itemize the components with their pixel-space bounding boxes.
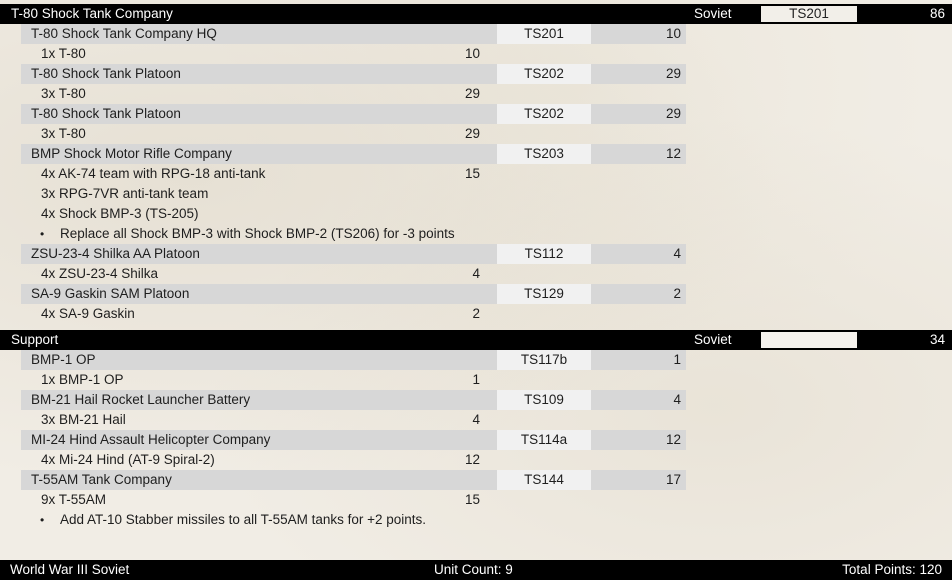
footer-list-name: World War III Soviet bbox=[10, 562, 130, 577]
option-bullet-row bbox=[0, 224, 952, 244]
section-header-t80-shock-tank-company[interactable] bbox=[0, 4, 952, 24]
unit-points: 4 bbox=[591, 244, 686, 264]
section-header-support[interactable] bbox=[0, 330, 952, 350]
detail-value: 2 bbox=[472, 306, 480, 321]
unit-points: 10 bbox=[591, 24, 686, 44]
section-code bbox=[761, 332, 857, 348]
unit-name: ZSU-23-4 Shilka AA Platoon bbox=[21, 244, 497, 264]
footer-unit-count: Unit Count: 9 bbox=[434, 562, 513, 577]
unit-detail-row bbox=[0, 124, 952, 144]
section-title: Support bbox=[11, 332, 59, 347]
unit-detail-row bbox=[0, 450, 952, 470]
footer-bar bbox=[0, 560, 952, 580]
detail-text: 1x BMP-1 OP bbox=[41, 372, 124, 387]
section-code: TS201 bbox=[761, 6, 857, 22]
detail-text: 4x Shock BMP-3 (TS-205) bbox=[41, 206, 199, 221]
option-bullet-row bbox=[0, 510, 952, 530]
unit-row[interactable] bbox=[0, 350, 952, 370]
detail-value: 4 bbox=[472, 412, 480, 427]
bullet-icon: • bbox=[40, 227, 45, 241]
detail-text: 4x Mi-24 Hind (AT-9 Spiral-2) bbox=[41, 452, 215, 467]
unit-name: T-80 Shock Tank Platoon bbox=[21, 64, 497, 84]
detail-text: 4x ZSU-23-4 Shilka bbox=[41, 266, 159, 281]
unit-row[interactable] bbox=[0, 244, 952, 264]
unit-code: TS202 bbox=[497, 104, 591, 124]
detail-text: 1x T-80 bbox=[41, 46, 86, 61]
unit-code: TS203 bbox=[497, 144, 591, 164]
detail-text: 3x T-80 bbox=[41, 126, 86, 141]
detail-value: 29 bbox=[464, 86, 480, 101]
unit-detail-row bbox=[0, 204, 952, 224]
unit-points: 29 bbox=[591, 64, 686, 84]
unit-detail-row bbox=[0, 490, 952, 510]
detail-value: 15 bbox=[464, 166, 480, 181]
unit-name: BMP Shock Motor Rifle Company bbox=[21, 144, 497, 164]
unit-row[interactable] bbox=[0, 24, 952, 44]
detail-value: 12 bbox=[464, 452, 480, 467]
section-title: T-80 Shock Tank Company bbox=[11, 6, 173, 21]
unit-name: T-80 Shock Tank Platoon bbox=[21, 104, 497, 124]
unit-detail-row bbox=[0, 184, 952, 204]
unit-points: 12 bbox=[591, 430, 686, 450]
detail-text: 4x AK-74 team with RPG-18 anti-tank bbox=[41, 166, 266, 181]
option-text: Replace all Shock BMP-3 with Shock BMP-2 (TS206) for -3 points bbox=[60, 226, 455, 241]
unit-detail-row bbox=[0, 410, 952, 430]
unit-name: T-55AM Tank Company bbox=[21, 470, 497, 490]
unit-code: TS114a bbox=[497, 430, 591, 450]
unit-row[interactable] bbox=[0, 390, 952, 410]
unit-row[interactable] bbox=[0, 284, 952, 304]
unit-row[interactable] bbox=[0, 64, 952, 84]
unit-points: 12 bbox=[591, 144, 686, 164]
detail-text: 3x BM-21 Hail bbox=[41, 412, 126, 427]
unit-code: TS201 bbox=[497, 24, 591, 44]
detail-text: 3x T-80 bbox=[41, 86, 86, 101]
unit-code: TS112 bbox=[497, 244, 591, 264]
unit-name: BMP-1 OP bbox=[21, 350, 497, 370]
unit-row[interactable] bbox=[0, 104, 952, 124]
bullet-icon: • bbox=[40, 513, 45, 527]
unit-detail-row bbox=[0, 304, 952, 324]
unit-detail-row bbox=[0, 44, 952, 64]
unit-row[interactable] bbox=[0, 470, 952, 490]
detail-value: 10 bbox=[464, 46, 480, 61]
detail-text: 3x RPG-7VR anti-tank team bbox=[41, 186, 209, 201]
unit-code: TS144 bbox=[497, 470, 591, 490]
footer-total-points: Total Points: 120 bbox=[842, 562, 942, 577]
section-nation: Soviet bbox=[694, 332, 732, 347]
unit-name: T-80 Shock Tank Company HQ bbox=[21, 24, 497, 44]
unit-detail-row bbox=[0, 264, 952, 284]
detail-value: 1 bbox=[472, 372, 480, 387]
unit-points: 17 bbox=[591, 470, 686, 490]
option-text: Add AT-10 Stabber missiles to all T-55AM tanks for +2 points. bbox=[60, 512, 427, 527]
section-nation: Soviet bbox=[694, 6, 732, 21]
unit-detail-row bbox=[0, 84, 952, 104]
section-points: 86 bbox=[929, 6, 945, 21]
unit-points: 29 bbox=[591, 104, 686, 124]
detail-value: 15 bbox=[464, 492, 480, 507]
unit-code: TS129 bbox=[497, 284, 591, 304]
unit-row[interactable] bbox=[0, 430, 952, 450]
unit-name: SA-9 Gaskin SAM Platoon bbox=[21, 284, 497, 304]
unit-points: 1 bbox=[591, 350, 686, 370]
unit-points: 2 bbox=[591, 284, 686, 304]
detail-text: 4x SA-9 Gaskin bbox=[41, 306, 135, 321]
unit-code: TS202 bbox=[497, 64, 591, 84]
unit-points: 4 bbox=[591, 390, 686, 410]
detail-value: 4 bbox=[472, 266, 480, 281]
unit-code: TS117b bbox=[497, 350, 591, 370]
unit-name: BM-21 Hail Rocket Launcher Battery bbox=[21, 390, 497, 410]
detail-text: 9x T-55AM bbox=[41, 492, 107, 507]
section-points: 34 bbox=[929, 332, 945, 347]
unit-name: MI-24 Hind Assault Helicopter Company bbox=[21, 430, 497, 450]
detail-value: 29 bbox=[464, 126, 480, 141]
unit-detail-row bbox=[0, 164, 952, 184]
unit-detail-row bbox=[0, 370, 952, 390]
unit-row[interactable] bbox=[0, 144, 952, 164]
unit-code: TS109 bbox=[497, 390, 591, 410]
